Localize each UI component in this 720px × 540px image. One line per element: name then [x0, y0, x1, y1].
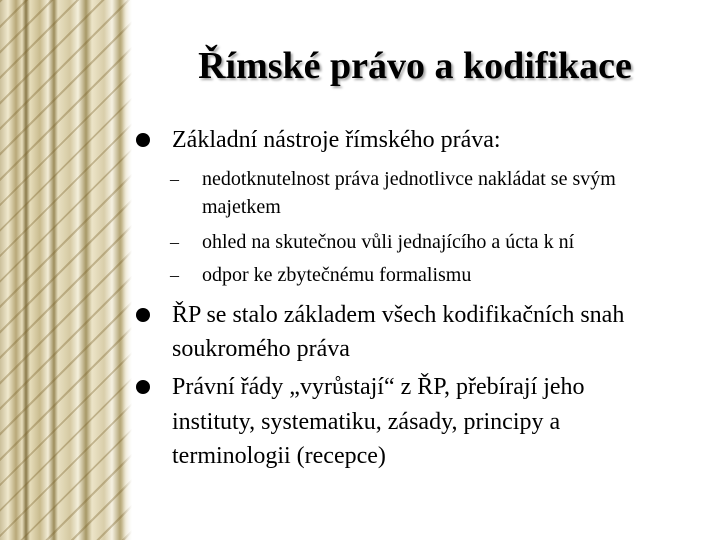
bullet-1-line-1: Základní nástroje římského práva:	[172, 127, 501, 153]
bullet-3-line-2: instituty, systematiku, zásady, principy a	[172, 409, 561, 435]
subitem-1-line-2: majetkem	[202, 196, 281, 218]
subitem-3-dash: –	[170, 265, 179, 285]
subitem-1-line-1: nedotknutelnost práva jednotlivce nakládat se svým	[202, 168, 616, 190]
bullet-dot-icon	[136, 308, 150, 322]
subitem-3-line-1: odpor ke zbytečnému formalismu	[202, 264, 472, 286]
bullet-2-line-1: ŘP se stalo základem všech kodifikačních snah	[172, 302, 625, 328]
bullet-2-line-2: soukromého práva	[172, 336, 350, 362]
bullet-dot-icon	[136, 133, 150, 147]
subitem-2-line-1: ohled na skutečnou vůli jednajícího a úcta k ní	[202, 231, 575, 253]
subitem-2-dash: –	[170, 232, 179, 252]
subitem-1-dash: –	[170, 169, 179, 189]
slide-title: Římské právo a kodifikace	[198, 45, 632, 87]
bullet-dot-icon	[136, 380, 150, 394]
bullet-3-line-1: Právní řády „vyrůstají“ z ŘP, přebírají jeho	[172, 374, 585, 400]
bullet-3-line-3: terminologii (recepce)	[172, 443, 386, 469]
